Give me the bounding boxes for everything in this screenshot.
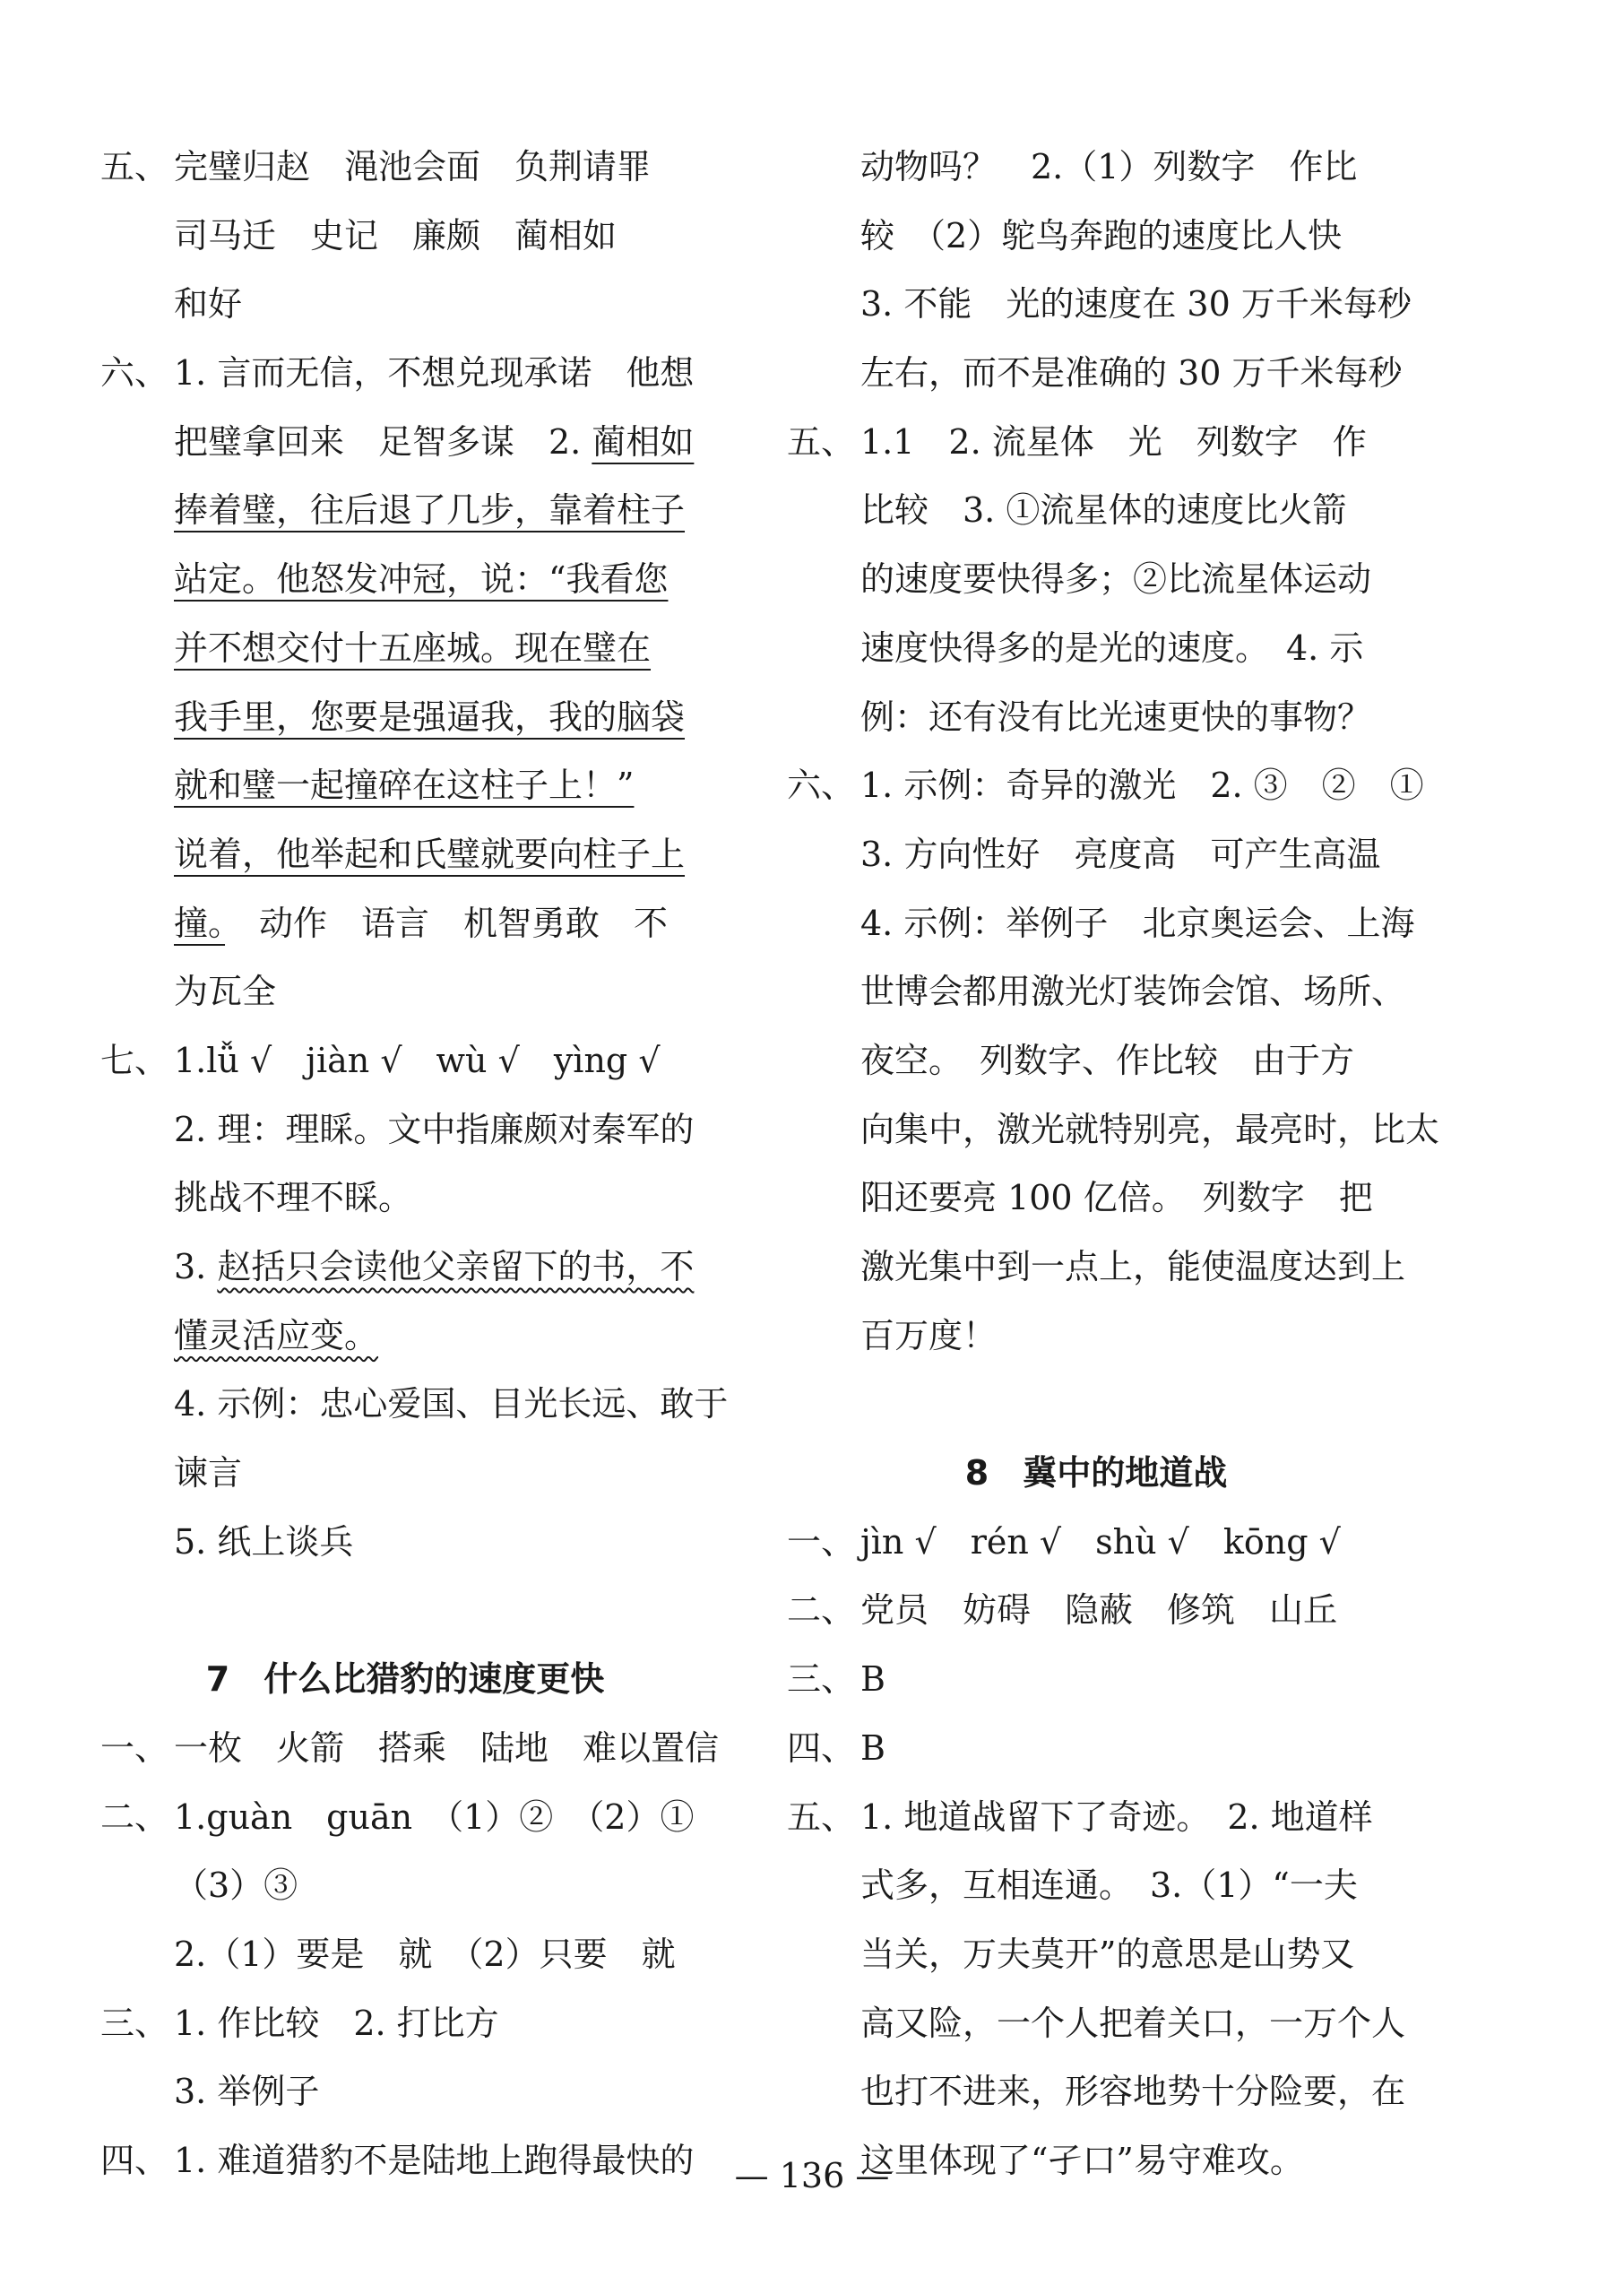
answer-line	[787, 202, 1405, 271]
answer-text: 一枚 火箭 搭乘 陆地 难以置信	[174, 1727, 720, 1768]
answer-text: 4. 示例：忠心爱国、目光长远、敢于	[174, 1384, 729, 1424]
question-marker: 四、	[100, 2140, 169, 2180]
answer-text-part: 3.	[174, 1247, 218, 1286]
question-marker: 七、	[100, 1040, 169, 1080]
question-marker: 三、	[100, 2003, 169, 2043]
answer-line	[787, 1851, 1405, 1920]
answer-line	[787, 1233, 1405, 1302]
answer-line	[100, 1026, 710, 1095]
answer-line	[100, 1508, 710, 1577]
left-column	[100, 133, 729, 2195]
answer-text: 百万度！	[860, 1315, 998, 1355]
answer-text: 世博会都用激光灯装饰会馆、场所、	[860, 972, 1406, 1012]
answer-text: 阳还要亮 100 亿倍。 列数字 把	[860, 1178, 1373, 1218]
answer-text: 1.lǚ √ jiàn √ wù √ yìng √	[174, 1040, 661, 1080]
answer-text-part: 动作 语言 机智勇敢 不	[225, 903, 669, 943]
answer-line	[787, 889, 1415, 958]
answer-text: 5. 纸上谈兵	[174, 1521, 354, 1562]
answer-text: 动物吗？ 2.（1）列数字 作比	[860, 147, 1358, 186]
answer-line	[100, 1714, 720, 1783]
answer-text: 为瓦全	[174, 972, 277, 1012]
answer-line	[100, 2057, 710, 2126]
spacer	[100, 1576, 710, 1645]
spacer	[787, 1370, 1405, 1439]
answer-text: 3. 举例子	[174, 2072, 320, 2112]
answer-line	[100, 408, 710, 477]
wavy-underlined-text: 懂灵活应变。	[174, 1315, 379, 1355]
answer-line	[100, 1989, 710, 2058]
question-marker: 一、	[787, 1521, 856, 1562]
answer-text: 的速度要快得多；②比流星体运动	[860, 559, 1372, 600]
answer-text-part: 把璧拿回来 足智多谋 2.	[174, 421, 592, 462]
answer-line	[100, 957, 710, 1026]
answer-text	[174, 408, 694, 477]
answer-text: 3. 不能 光的速度在 30 万千米每秒	[860, 284, 1412, 325]
answer-line	[787, 1783, 1405, 1852]
answer-text: 1. 言而无信，不想兑现承诺 他想	[174, 353, 695, 394]
answer-line	[787, 1508, 1405, 1577]
answer-line	[787, 1576, 1405, 1645]
answer-line	[100, 889, 710, 958]
answer-text: B	[860, 1727, 885, 1768]
answer-text: 1.1 2. 流星体 光 列数字 作	[860, 421, 1367, 462]
answer-line	[787, 751, 1424, 820]
answer-text: 3. 方向性好 亮度高 可产生高温	[860, 834, 1381, 874]
question-marker: 二、	[100, 1796, 169, 1837]
answer-text	[174, 1233, 694, 1302]
answer-text: 也打不进来，形容地势十分险要，在	[860, 2072, 1406, 2112]
answer-text	[174, 889, 668, 958]
answer-line	[100, 1233, 710, 1302]
answer-text: 这里体现了“孑口”易守难攻。	[860, 2140, 1304, 2180]
answer-line	[787, 408, 1405, 477]
answer-text: 比较 3. ①流星体的速度比火箭	[860, 490, 1347, 531]
question-marker: 五、	[787, 421, 856, 462]
right-column	[787, 133, 1440, 2195]
wavy-underlined-text: 赵括只会读他父亲留下的书，不	[217, 1247, 695, 1286]
answer-line	[100, 476, 710, 545]
answer-text: 司马迁 史记 廉颇 蔺相如	[174, 215, 618, 255]
answer-line	[787, 614, 1405, 683]
question-marker: 四、	[787, 1727, 856, 1768]
answer-line	[100, 1370, 729, 1439]
underlined-quote: 并不想交付十五座城。现在璧在	[174, 628, 652, 668]
question-marker: 五、	[100, 147, 169, 186]
answer-line	[787, 2057, 1405, 2126]
answer-line	[100, 751, 710, 820]
answer-line	[787, 1714, 1405, 1783]
answer-text: 夜空。 列数字、作比较 由于方	[860, 1040, 1355, 1080]
answer-text: 挑战不理不睬。	[174, 1178, 413, 1218]
answer-text: 1. 地道战留下了奇迹。 2. 地道样	[860, 1796, 1373, 1837]
answer-text: 党员 妨碍 隐蔽 修筑 山丘	[860, 1590, 1338, 1631]
answer-line	[787, 683, 1405, 752]
page-number: — 136 —	[734, 2156, 890, 2195]
question-marker: 六、	[787, 766, 856, 806]
answer-line	[787, 957, 1405, 1026]
answer-text: 激光集中到一点上，能使温度达到上	[860, 1247, 1406, 1286]
underlined-quote: 说着，他举起和氏璧就要向柱子上	[174, 834, 686, 874]
answer-line	[100, 1851, 710, 1920]
answer-line	[787, 1164, 1405, 1233]
question-marker: 三、	[787, 1659, 856, 1700]
answer-text: 4. 示例：举例子 北京奥运会、上海	[860, 903, 1415, 943]
section-7-title: 7 什么比猎豹的速度更快	[205, 1659, 605, 1700]
answer-line	[100, 820, 710, 889]
answer-text: 2. 理：理睬。文中指廉颇对秦军的	[174, 1109, 695, 1149]
answer-text: 1. 示例：奇异的激光 2. ③ ② ①	[860, 766, 1424, 806]
answer-line	[787, 1026, 1405, 1095]
answer-line	[787, 1095, 1440, 1164]
answer-line	[787, 476, 1405, 545]
answer-line	[100, 1920, 710, 1989]
answer-text: 较 （2）鸵鸟奔跑的速度比人快	[860, 215, 1343, 255]
underlined-quote: 蔺相如	[592, 421, 695, 462]
answer-text: 左右，而不是准确的 30 万千米每秒	[860, 353, 1403, 394]
question-marker: 六、	[100, 353, 169, 394]
underlined-quote: 捧着璧，往后退了几步，靠着柱子	[174, 490, 686, 531]
answer-line	[787, 1302, 1405, 1371]
answer-text: （3）③	[174, 1865, 298, 1906]
answer-line	[787, 270, 1412, 339]
answer-text: 2.（1）要是 就 （2）只要 就	[174, 1934, 676, 1974]
answer-line	[100, 339, 710, 408]
answer-line	[100, 202, 710, 271]
question-marker: 一、	[100, 1727, 169, 1768]
answer-text: 向集中，激光就特别亮，最亮时，比太	[860, 1109, 1440, 1149]
answer-line	[100, 1095, 710, 1164]
answer-text: 例：还有没有比光速更快的事物？	[860, 697, 1372, 737]
answer-text: 谏言	[174, 1453, 243, 1493]
underlined-quote: 我手里，您要是强逼我，我的脑袋	[174, 697, 686, 737]
answer-line	[787, 545, 1405, 614]
answer-line	[100, 133, 710, 202]
answer-line	[100, 1439, 710, 1508]
answer-line	[787, 133, 1405, 202]
answer-line	[787, 1989, 1405, 2058]
answer-line	[100, 270, 710, 339]
answer-line	[100, 683, 710, 752]
answer-line	[787, 1920, 1405, 1989]
answer-text: 高又险，一个人把着关口，一万个人	[860, 2003, 1406, 2043]
question-marker: 五、	[787, 1796, 856, 1837]
answer-line	[100, 1783, 710, 1852]
question-marker: 二、	[787, 1590, 856, 1631]
answer-text: 1.guàn guān （1）② （2）①	[174, 1796, 695, 1837]
answer-line	[787, 820, 1405, 889]
answer-text: 1. 作比较 2. 打比方	[174, 2003, 499, 2043]
answer-text: 完璧归赵 渑池会面 负荆请罪	[174, 147, 652, 186]
answer-line	[100, 1164, 710, 1233]
answer-text: B	[860, 1659, 885, 1700]
answer-text: 1. 难道猎豹不是陆地上跑得最快的	[174, 2140, 695, 2180]
underlined-quote: 就和璧一起撞碎在这柱子上！”	[174, 766, 635, 806]
section-8-title: 8 冀中的地道战	[964, 1453, 1228, 1493]
answer-line	[787, 1645, 1405, 1714]
answer-line	[100, 545, 710, 614]
answer-text: jìn √ rén √ shù √ kōng √	[860, 1521, 1341, 1562]
underlined-quote: 站定。他怒发冲冠，说：“我看您	[174, 559, 669, 600]
answer-text: 式多，互相连通。 3.（1）“一夫	[860, 1865, 1358, 1906]
answer-text: 当关，万夫莫开”的意思是山势又	[860, 1934, 1355, 1974]
answer-text: 速度快得多的是光的速度。 4. 示	[860, 628, 1364, 668]
answer-text: 和好	[174, 284, 243, 325]
answer-line	[787, 339, 1405, 408]
answer-line	[100, 1302, 710, 1371]
answer-line	[100, 614, 710, 683]
underlined-quote: 撞。	[174, 903, 226, 943]
